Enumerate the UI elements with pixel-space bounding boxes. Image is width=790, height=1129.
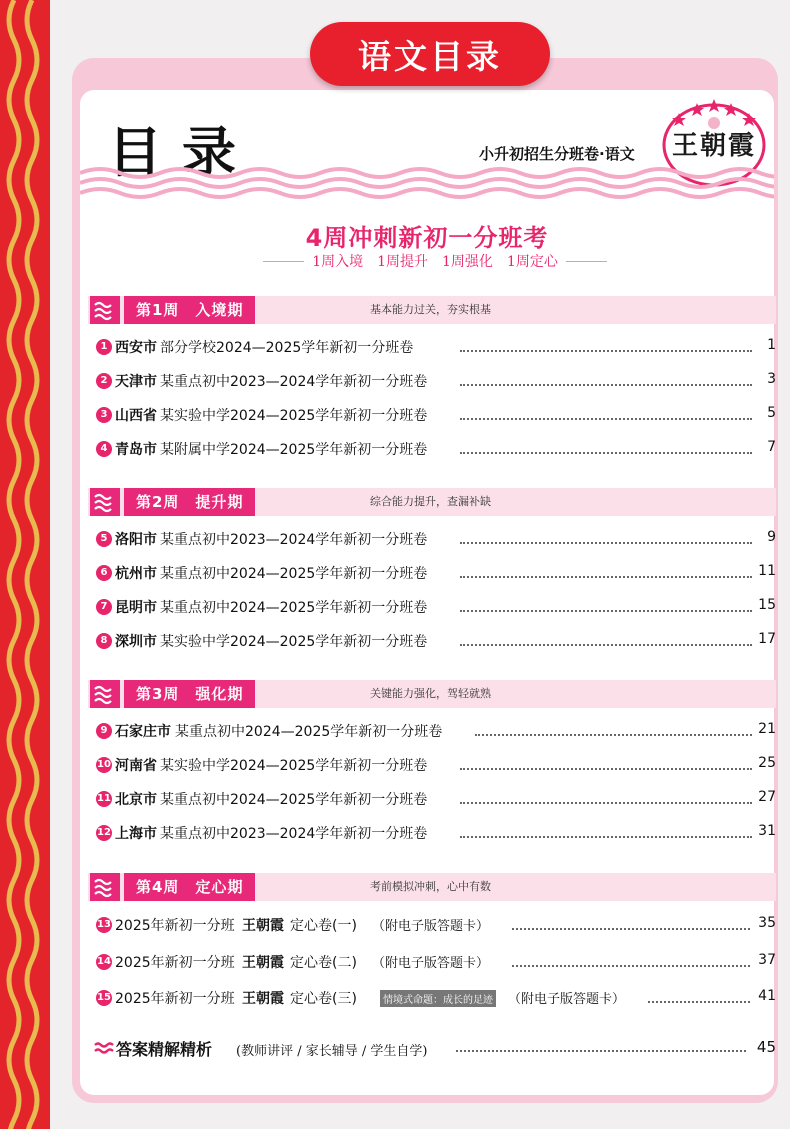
answer-entry[interactable] bbox=[94, 1037, 776, 1061]
page-number: 21 bbox=[758, 721, 776, 737]
entry-number-badge: 2 bbox=[96, 373, 112, 389]
entry-number-badge: 13 bbox=[96, 917, 112, 933]
entry-city: 上海市 bbox=[115, 826, 157, 842]
entry-number-badge: 12 bbox=[96, 825, 112, 841]
week-description: 基本能力过关，夯实根基 bbox=[370, 303, 491, 316]
entry-city: 杭州市 bbox=[115, 566, 157, 582]
entry-city: 青岛市 bbox=[115, 442, 157, 458]
entry-subtitle: 定心卷(一) bbox=[290, 918, 357, 934]
entry-subtitle: 定心卷(二) bbox=[290, 955, 357, 971]
entry-title: 某重点初中2023—2024学年新初一分班卷 bbox=[160, 374, 428, 390]
section-heading: 4周冲刺新初一分班考 bbox=[305, 224, 549, 252]
entry-number-badge: 3 bbox=[96, 407, 112, 423]
toc-entry[interactable] bbox=[96, 438, 776, 460]
toc-entry[interactable] bbox=[96, 754, 776, 776]
entry-tag: 情境式命题：成长的足迹 bbox=[380, 990, 496, 1007]
divider-line bbox=[263, 261, 304, 262]
entry-note: （附电子版答题卡） bbox=[372, 919, 490, 934]
entry-title: 2025年新初一分班 bbox=[115, 918, 235, 934]
entry-city: 北京市 bbox=[115, 792, 157, 808]
section-subheading bbox=[255, 251, 615, 271]
brand-seal-text: 王朝霞 bbox=[671, 131, 756, 161]
leader-dots bbox=[512, 951, 750, 967]
leader-dots bbox=[460, 438, 752, 454]
section-subheading-text: 1周入境 1周提升 1周强化 1周定心 bbox=[312, 254, 558, 270]
page-number: 41 bbox=[758, 988, 776, 1004]
page-number: 17 bbox=[758, 631, 776, 647]
leader-dots bbox=[460, 596, 752, 612]
entry-title: 某实验中学2024—2025学年新初一分班卷 bbox=[160, 758, 428, 774]
entry-number-badge: 8 bbox=[96, 633, 112, 649]
toc-entry[interactable] bbox=[96, 822, 776, 844]
page-number: 25 bbox=[758, 755, 776, 771]
toc-entry-final[interactable] bbox=[96, 987, 776, 1009]
leader-dots bbox=[460, 562, 752, 578]
entry-city: 山西省 bbox=[115, 408, 157, 424]
toc-title: 目录 bbox=[108, 121, 256, 184]
entry-city: 天津市 bbox=[115, 374, 157, 390]
wave-icon bbox=[90, 488, 120, 516]
wave-icon bbox=[90, 680, 120, 708]
entry-city: 洛阳市 bbox=[115, 532, 157, 548]
wave-icon bbox=[90, 873, 120, 901]
leader-dots bbox=[460, 754, 752, 770]
toc-entry[interactable] bbox=[96, 528, 776, 550]
entry-title: 某实验中学2024—2025学年新初一分班卷 bbox=[160, 634, 428, 650]
entry-city: 石家庄市 bbox=[115, 724, 171, 740]
brand-mark: 王朝霞 bbox=[242, 991, 284, 1007]
page-number: 11 bbox=[758, 563, 776, 579]
leader-dots bbox=[456, 1040, 746, 1052]
leader-dots bbox=[475, 720, 752, 736]
entry-number-badge: 15 bbox=[96, 990, 112, 1006]
entry-number-badge: 11 bbox=[96, 791, 112, 807]
toc-subtitle: 小升初招生分班卷·语文 bbox=[479, 145, 635, 163]
entry-note: （附电子版答题卡） bbox=[508, 992, 626, 1007]
leader-dots bbox=[512, 914, 750, 930]
wave-icon bbox=[90, 296, 120, 324]
leader-dots bbox=[460, 370, 752, 386]
page-number: 1 bbox=[767, 337, 776, 353]
entry-title: 某重点初中2024—2025学年新初一分班卷 bbox=[160, 600, 428, 616]
week-label: 第4周 定心期 bbox=[124, 873, 255, 901]
week-description: 关键能力强化，驾轻就熟 bbox=[370, 687, 491, 700]
entry-subtitle: 定心卷(三) bbox=[290, 991, 357, 1007]
entry-city: 西安市 bbox=[115, 340, 157, 356]
toc-entry[interactable] bbox=[96, 336, 776, 358]
page-number: 35 bbox=[758, 915, 776, 931]
entry-number-badge: 9 bbox=[96, 723, 112, 739]
entry-city: 深圳市 bbox=[115, 634, 157, 650]
week-description: 综合能力提升，查漏补缺 bbox=[370, 495, 491, 508]
entry-number-badge: 7 bbox=[96, 599, 112, 615]
week-description: 考前模拟冲刺，心中有数 bbox=[370, 880, 491, 893]
page-number: 3 bbox=[767, 371, 776, 387]
entry-title: 某附属中学2024—2025学年新初一分班卷 bbox=[160, 442, 428, 458]
leader-dots bbox=[460, 630, 752, 646]
entry-number-badge: 5 bbox=[96, 531, 112, 547]
banner-title: 语文目录 bbox=[310, 22, 550, 86]
page-number: 15 bbox=[758, 597, 776, 613]
toc-entry-final[interactable] bbox=[96, 914, 776, 936]
divider-line bbox=[566, 261, 607, 262]
page-number: 9 bbox=[767, 529, 776, 545]
week-header-2 bbox=[88, 488, 776, 516]
entry-number-badge: 10 bbox=[96, 757, 112, 773]
entry-note: （附电子版答题卡） bbox=[372, 956, 490, 971]
entry-number-badge: 6 bbox=[96, 565, 112, 581]
entry-city: 河南省 bbox=[115, 758, 157, 774]
entry-title: 某重点初中2023—2024学年新初一分班卷 bbox=[160, 826, 428, 842]
entry-title: 某重点初中2023—2024学年新初一分班卷 bbox=[160, 532, 428, 548]
entry-city: 昆明市 bbox=[115, 600, 157, 616]
entry-title: 某重点初中2024—2025学年新初一分班卷 bbox=[160, 792, 428, 808]
brand-mark: 王朝霞 bbox=[242, 955, 284, 971]
leader-dots bbox=[460, 336, 752, 352]
week-label: 第3周 强化期 bbox=[124, 680, 255, 708]
page-number: 7 bbox=[767, 439, 776, 455]
entry-title: 2025年新初一分班 bbox=[115, 991, 235, 1007]
toc-entry-final[interactable] bbox=[96, 951, 776, 973]
decorative-ribbon bbox=[0, 0, 50, 1129]
week-header-3 bbox=[88, 680, 776, 708]
page-number: 31 bbox=[758, 823, 776, 839]
week-label: 第1周 入境期 bbox=[124, 296, 255, 324]
leader-dots bbox=[460, 788, 752, 804]
entry-title: 某重点初中2024—2025学年新初一分班卷 bbox=[175, 724, 443, 740]
leader-dots bbox=[460, 404, 752, 420]
week-label: 第2周 提升期 bbox=[124, 488, 255, 516]
toc-entry[interactable] bbox=[96, 404, 776, 426]
pink-wave-divider bbox=[80, 165, 774, 207]
answer-note: (教师讲评 / 家长辅导 / 学生自学) bbox=[236, 1044, 428, 1059]
entry-number-badge: 1 bbox=[96, 339, 112, 355]
brand-mark: 王朝霞 bbox=[242, 918, 284, 934]
entry-number-badge: 4 bbox=[96, 441, 112, 457]
page-number: 37 bbox=[758, 952, 776, 968]
toc-entry[interactable] bbox=[96, 596, 776, 618]
leader-dots bbox=[460, 528, 752, 544]
entry-number-badge: 14 bbox=[96, 954, 112, 970]
answer-label: 答案精解精析 bbox=[116, 1040, 213, 1059]
wave-icon bbox=[94, 1040, 114, 1058]
toc-entry[interactable] bbox=[96, 562, 776, 584]
entry-title: 某重点初中2024—2025学年新初一分班卷 bbox=[160, 566, 428, 582]
page-number: 27 bbox=[758, 789, 776, 805]
leader-dots bbox=[648, 987, 750, 1003]
entry-title: 部分学校2024—2025学年新初一分班卷 bbox=[160, 340, 414, 356]
week-header-1 bbox=[88, 296, 776, 324]
week-header-4 bbox=[88, 873, 776, 901]
entry-title: 某实验中学2024—2025学年新初一分班卷 bbox=[160, 408, 428, 424]
toc-entry[interactable] bbox=[96, 370, 776, 392]
entry-title: 2025年新初一分班 bbox=[115, 955, 235, 971]
toc-entry[interactable] bbox=[96, 720, 776, 742]
leader-dots bbox=[460, 822, 752, 838]
page-number: 5 bbox=[767, 405, 776, 421]
toc-entry[interactable] bbox=[96, 630, 776, 652]
toc-entry[interactable] bbox=[96, 788, 776, 810]
page-number: 45 bbox=[756, 1038, 776, 1056]
